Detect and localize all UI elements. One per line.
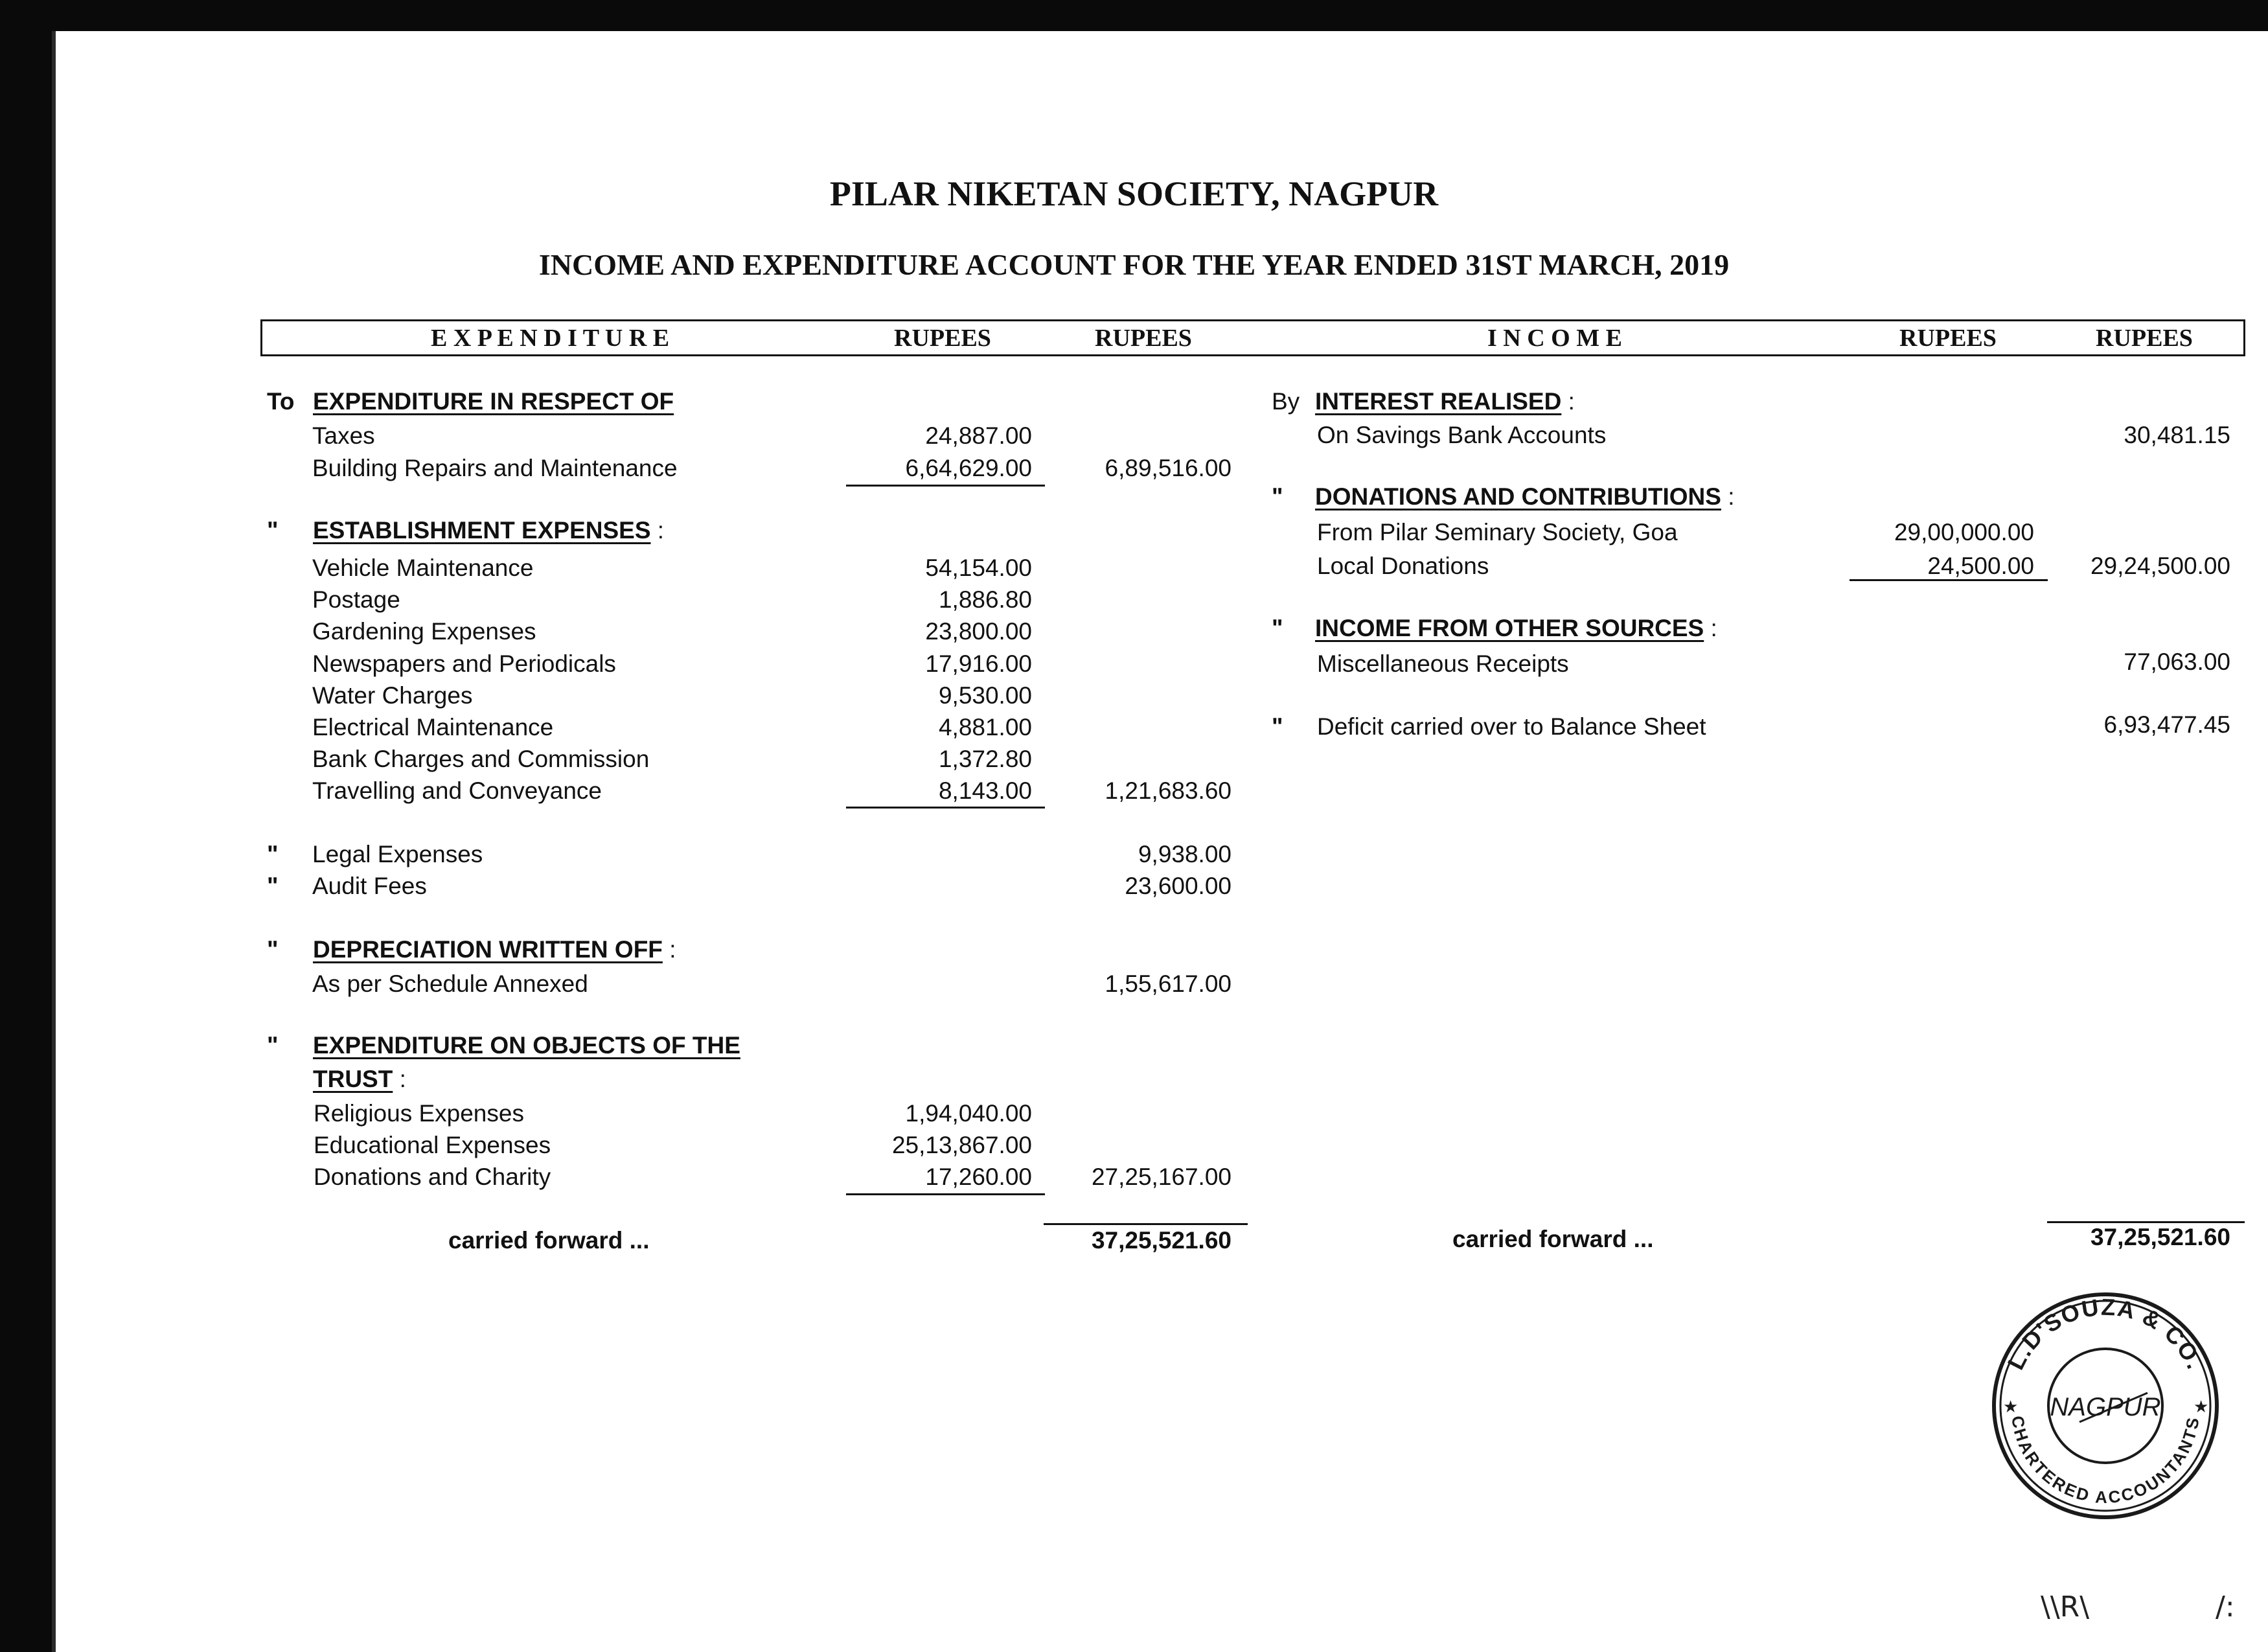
exp-item-amount: 17,260.00 xyxy=(925,1164,1032,1190)
ditto-mark: " xyxy=(1272,483,1283,510)
carried-forward-label: carried forward ... xyxy=(1452,1226,1654,1252)
exp-item-amount: 4,881.00 xyxy=(938,714,1032,740)
stamp-firm: L.D'SOUZA & CO. xyxy=(2002,1293,2209,1374)
exp-item-amount: 54,154.00 xyxy=(925,555,1032,581)
heading-colon: : xyxy=(657,517,665,544)
ditto-mark: " xyxy=(267,1032,279,1059)
col-income-header: I N C O M E xyxy=(1487,325,1622,352)
col-rupees-header-1: RUPEES xyxy=(894,325,991,352)
exp-item-amount: 17,916.00 xyxy=(925,650,1032,677)
organization-title: PILAR NIKETAN SOCIETY, NAGPUR xyxy=(829,174,1439,213)
exp-item-amount: 25,13,867.00 xyxy=(891,1132,1032,1158)
exp-section-total: 27,25,167.00 xyxy=(1091,1164,1231,1190)
subtotal-rule xyxy=(846,485,1045,487)
exp-item-label: Vehicle Maintenance xyxy=(312,555,534,581)
exp-section-heading: DEPRECIATION WRITTEN OFF xyxy=(313,936,663,963)
heading-colon: : xyxy=(1728,483,1735,510)
inc-item-label: Deficit carried over to Balance Sheet xyxy=(1317,713,1706,740)
ditto-mark: " xyxy=(267,517,279,544)
star-icon: ★ xyxy=(2003,1397,2019,1416)
inc-item-label: Local Donations xyxy=(1317,553,1489,579)
inc-item-amount: 29,00,000.00 xyxy=(1894,519,2034,545)
exp-item-label: Travelling and Conveyance xyxy=(312,777,602,804)
scan-top-border xyxy=(0,0,2268,31)
stamp-city: NAGPUR xyxy=(2050,1393,2161,1421)
exp-item-amount: 8,143.00 xyxy=(938,777,1032,804)
exp-item-amount: 6,64,629.00 xyxy=(905,455,1032,481)
inc-section-heading-wrap xyxy=(1315,614,1717,643)
exp-item-amount: 9,530.00 xyxy=(938,682,1032,709)
exp-section-heading-wrap xyxy=(313,1065,406,1094)
exp-item-label: Building Repairs and Maintenance xyxy=(312,455,678,481)
col-rupees-header-2: RUPEES xyxy=(1095,325,1192,352)
exp-item-amount: 1,886.80 xyxy=(938,586,1032,613)
exp-item-amount: 1,94,040.00 xyxy=(905,1100,1032,1127)
inc-section-heading-wrap xyxy=(1315,483,1735,511)
exp-section-total: 9,938.00 xyxy=(1138,841,1231,867)
exp-item-amount: 23,800.00 xyxy=(925,618,1032,645)
stamp-profession: CHARTERED ACCOUNTANTS xyxy=(2008,1414,2203,1508)
col-rupees-header-3: RUPEES xyxy=(1899,325,1997,352)
ditto-mark: " xyxy=(267,841,279,867)
exp-section-heading: EXPENDITURE IN RESPECT OF xyxy=(313,388,674,415)
initials-mark: /: xyxy=(2216,1590,2235,1623)
carried-forward-total: 37,25,521.60 xyxy=(1091,1227,1231,1254)
to-prefix: To xyxy=(267,388,295,415)
exp-item-label: Religious Expenses xyxy=(314,1100,524,1127)
heading-colon: : xyxy=(399,1066,406,1092)
exp-section-heading-wrap xyxy=(313,935,676,964)
ditto-mark: " xyxy=(1272,615,1283,641)
exp-item-label: Gardening Expenses xyxy=(312,618,536,645)
exp-item-label: Bank Charges and Commission xyxy=(312,746,650,772)
carried-forward-total: 37,25,521.60 xyxy=(2090,1224,2230,1250)
exp-section-total: 6,89,516.00 xyxy=(1105,455,1231,481)
grand-total-rule xyxy=(1044,1223,1248,1225)
star-icon: ★ xyxy=(2194,1397,2209,1416)
exp-item-amount: 1,372.80 xyxy=(938,746,1032,772)
inc-section-total: 29,24,500.00 xyxy=(2090,553,2230,579)
initials-mark: \\R\ xyxy=(2041,1590,2090,1623)
exp-item-label: Donations and Charity xyxy=(314,1164,551,1190)
exp-item-label: Water Charges xyxy=(312,682,473,709)
inc-section-total: 30,481.15 xyxy=(2124,422,2230,448)
ditto-mark: " xyxy=(267,873,279,899)
exp-item-label: Electrical Maintenance xyxy=(312,714,554,740)
inc-section-heading: INTEREST REALISED xyxy=(1315,388,1562,415)
exp-item-amount: 24,887.00 xyxy=(925,422,1032,449)
col-expenditure-header: E X P E N D I T U R E xyxy=(431,325,670,352)
heading-colon: : xyxy=(669,936,676,963)
exp-section-heading: EXPENDITURE ON OBJECTS OF THE xyxy=(313,1032,740,1059)
exp-section-total: 1,55,617.00 xyxy=(1105,970,1231,997)
inc-section-total: 6,93,477.45 xyxy=(2103,711,2230,738)
exp-section-total: 1,21,683.60 xyxy=(1105,777,1231,804)
col-rupees-header-4: RUPEES xyxy=(2096,325,2193,352)
subtotal-rule xyxy=(846,807,1045,809)
heading-colon: : xyxy=(1568,388,1575,415)
exp-item-label: Taxes xyxy=(312,422,375,449)
inc-item-label: Miscellaneous Receipts xyxy=(1317,650,1569,677)
exp-item-label: Audit Fees xyxy=(312,873,427,899)
exp-section-heading: TRUST xyxy=(313,1066,393,1092)
exp-section-heading: ESTABLISHMENT EXPENSES xyxy=(313,517,651,544)
auditor-stamp xyxy=(1989,1289,2222,1522)
inc-section-heading: INCOME FROM OTHER SOURCES xyxy=(1315,615,1704,641)
exp-item-label: As per Schedule Annexed xyxy=(312,970,588,997)
inc-item-label: On Savings Bank Accounts xyxy=(1317,422,1607,448)
heading-colon: : xyxy=(1710,615,1717,641)
inc-section-heading-wrap xyxy=(1315,387,1575,416)
exp-item-label: Educational Expenses xyxy=(314,1132,551,1158)
exp-item-label: Legal Expenses xyxy=(312,841,483,867)
exp-section-total: 23,600.00 xyxy=(1125,873,1231,899)
inc-item-label: From Pilar Seminary Society, Goa xyxy=(1317,519,1678,545)
ditto-mark: " xyxy=(1272,713,1283,740)
svg-text:L.D'SOUZA & CO. xyxy=(2002,1294,2209,1374)
subtotal-rule xyxy=(846,1193,1045,1195)
ditto-mark: " xyxy=(267,936,279,963)
inc-item-amount: 24,500.00 xyxy=(1927,553,2034,579)
carried-forward-label: carried forward ... xyxy=(448,1227,650,1254)
by-prefix: By xyxy=(1272,388,1300,415)
exp-item-label: Postage xyxy=(312,586,400,613)
inc-section-heading: DONATIONS AND CONTRIBUTIONS xyxy=(1315,483,1721,510)
account-title: INCOME AND EXPENDITURE ACCOUNT FOR THE YEAR ENDED 31ST MARCH, 2019 xyxy=(538,248,1730,281)
exp-section-heading-wrap xyxy=(313,516,664,545)
exp-item-label: Newspapers and Periodicals xyxy=(312,650,616,677)
inc-section-total: 77,063.00 xyxy=(2124,648,2230,675)
